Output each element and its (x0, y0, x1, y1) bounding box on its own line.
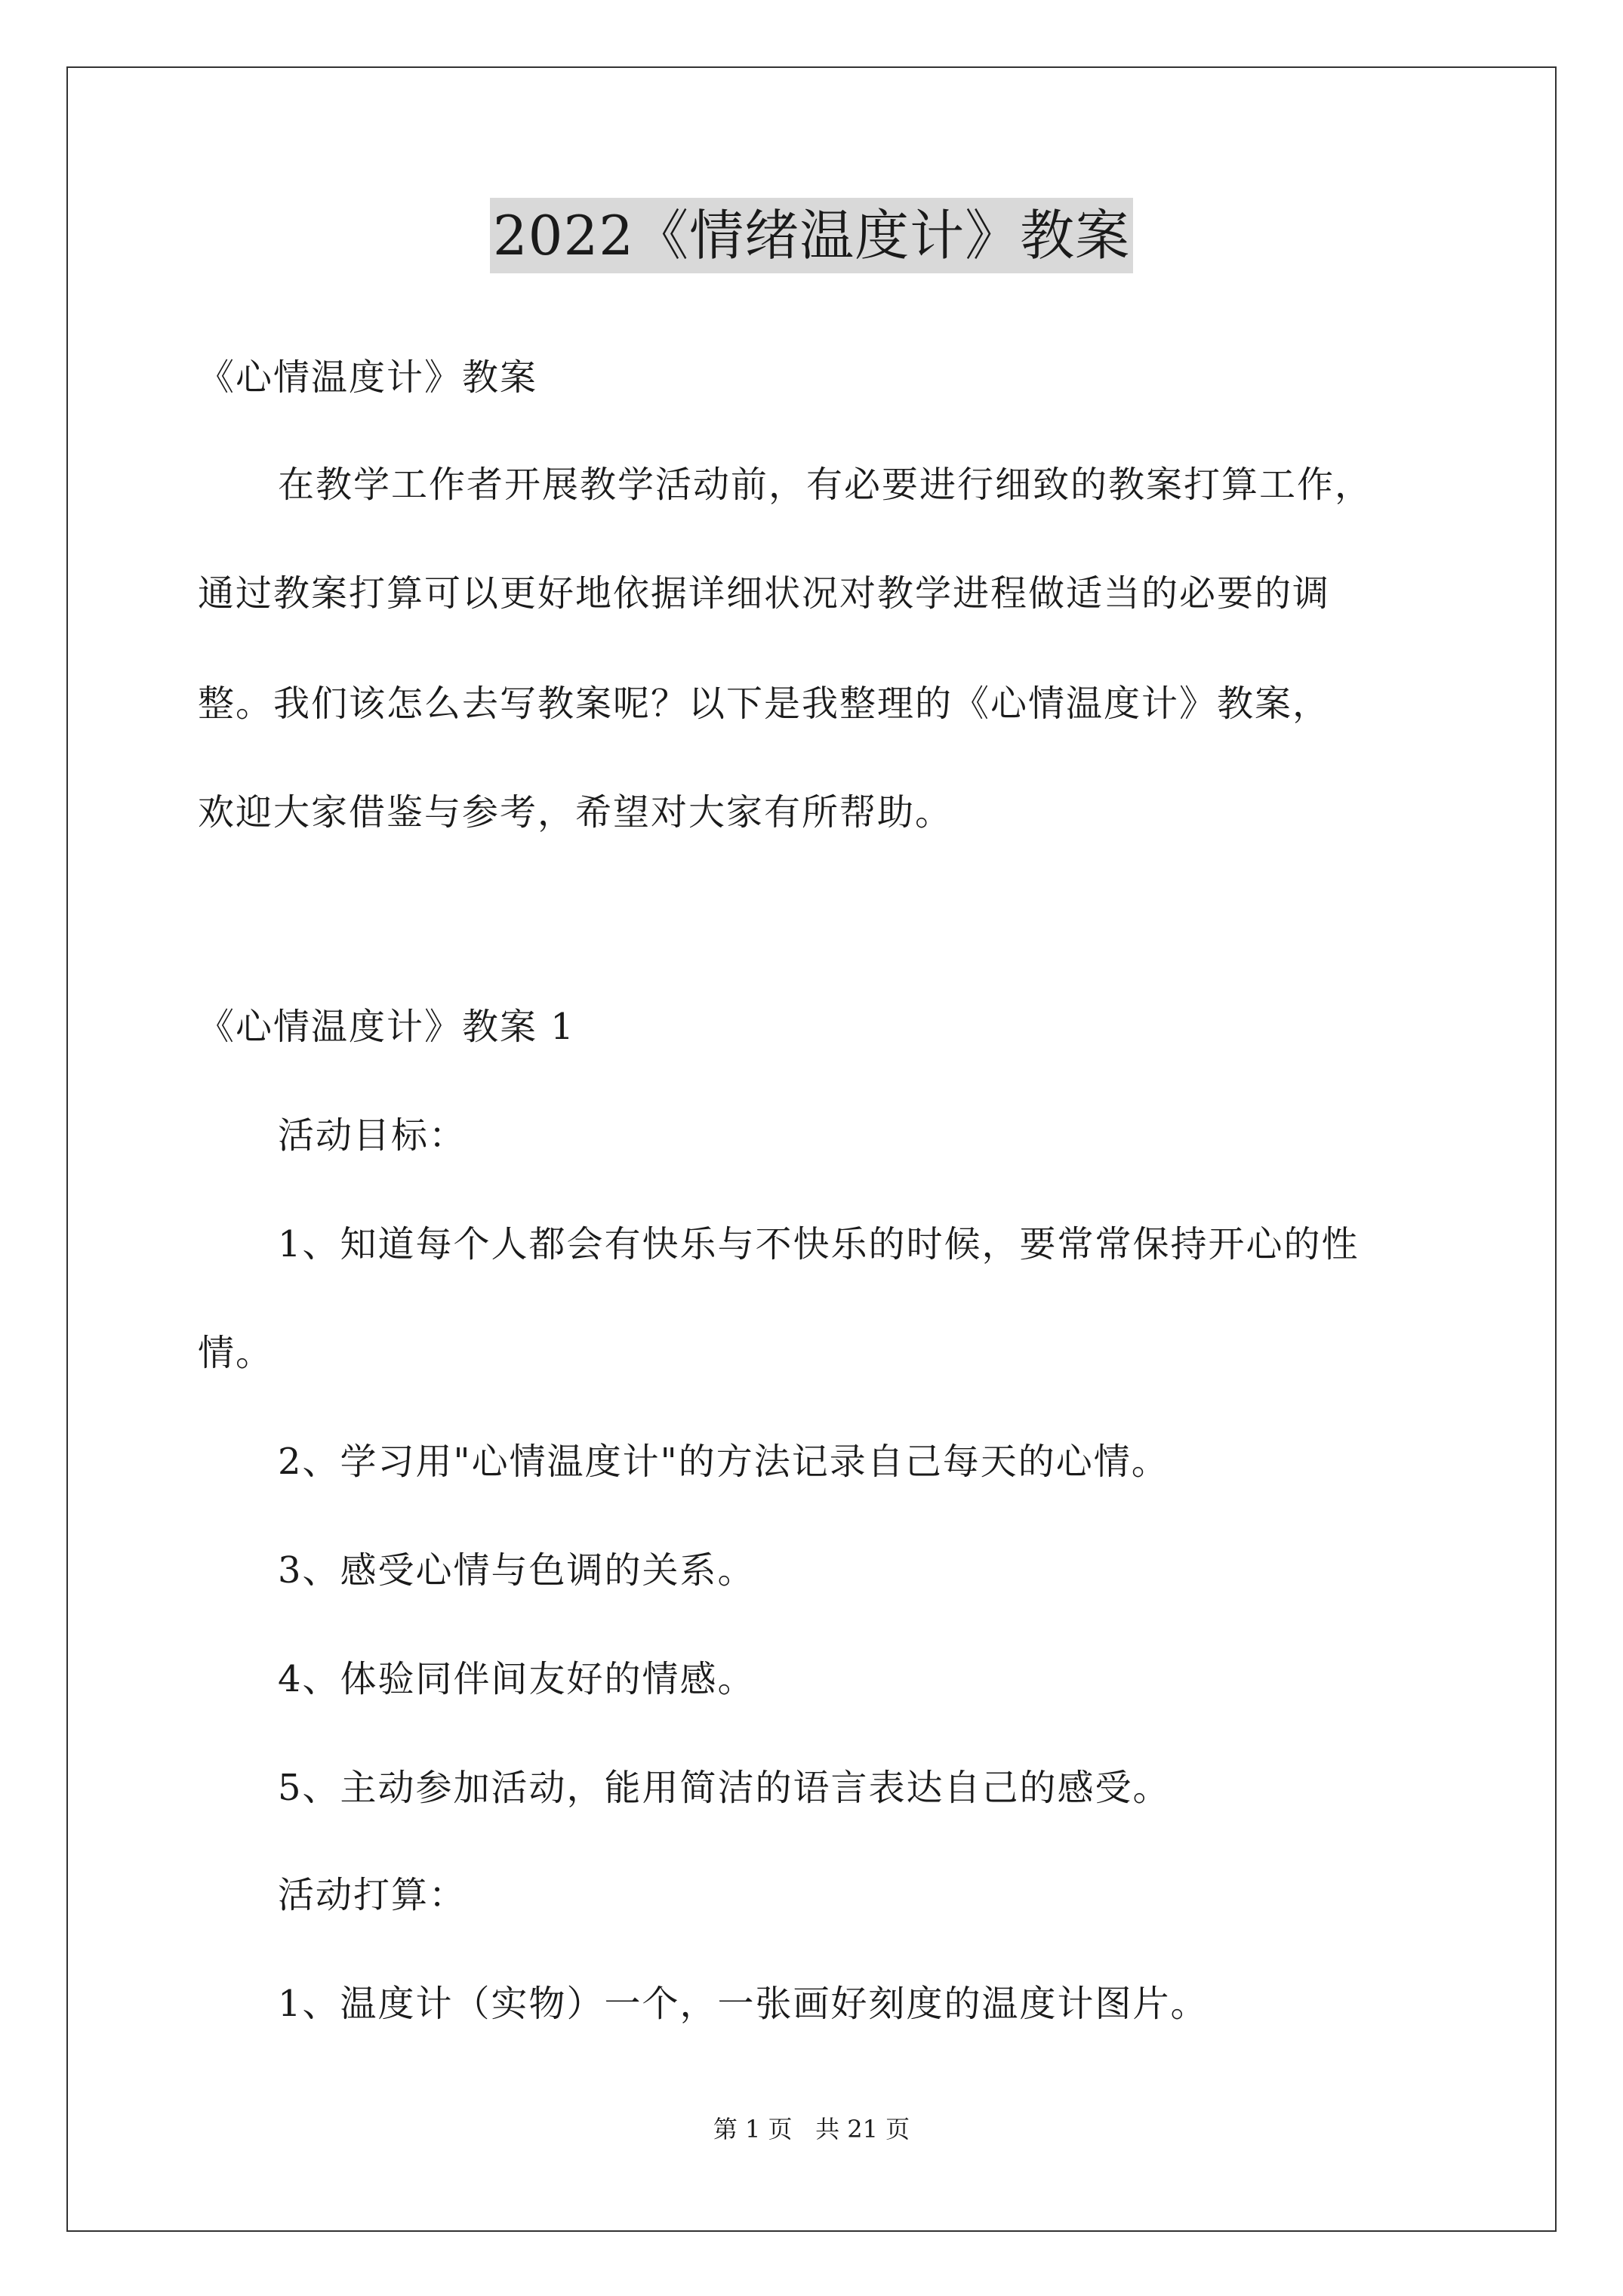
intro-line-1: 在教学工作者开展教学活动前，有必要进行细致的教案打算工作， (278, 464, 1373, 506)
goal-1-line-2: 情。 (198, 1332, 274, 1374)
prep-item-1: 1、温度计（实物）一个，一张画好刻度的温度计图片。 (278, 1983, 1209, 2025)
section-heading: 《心情温度计》教案 1 (198, 1006, 575, 1048)
document-subtitle: 《心情温度计》教案 (198, 356, 538, 399)
goal-1-line-1: 1、知道每个人都会有快乐与不快乐的时候，要常常保持开心的性 (278, 1223, 1360, 1265)
intro-line-4: 欢迎大家借鉴与参考，希望对大家有所帮助。 (198, 791, 953, 834)
prep-heading: 活动打算： (278, 1874, 467, 1916)
page-number-footer: 第 1 页 共 21 页 (713, 2115, 910, 2143)
intro-line-2: 通过教案打算可以更好地依据详细状况对教学进程做适当的必要的调 (198, 572, 1331, 615)
title-wrapper (0, 198, 1623, 273)
goal-2: 2、学习用"心情温度计"的方法记录自己每天的心情。 (278, 1441, 1169, 1483)
goal-3: 3、感受心情与色调的关系。 (278, 1549, 756, 1592)
intro-line-3: 整。我们该怎么去写教案呢？以下是我整理的《心情温度计》教案， (198, 683, 1331, 725)
goal-5: 5、主动参加活动，能用简洁的语言表达自己的感受。 (278, 1767, 1171, 1809)
goals-heading: 活动目标： (278, 1114, 467, 1157)
document-title: 2022《情绪温度计》教案 (490, 198, 1133, 273)
goal-4: 4、体验同伴间友好的情感。 (278, 1658, 756, 1700)
